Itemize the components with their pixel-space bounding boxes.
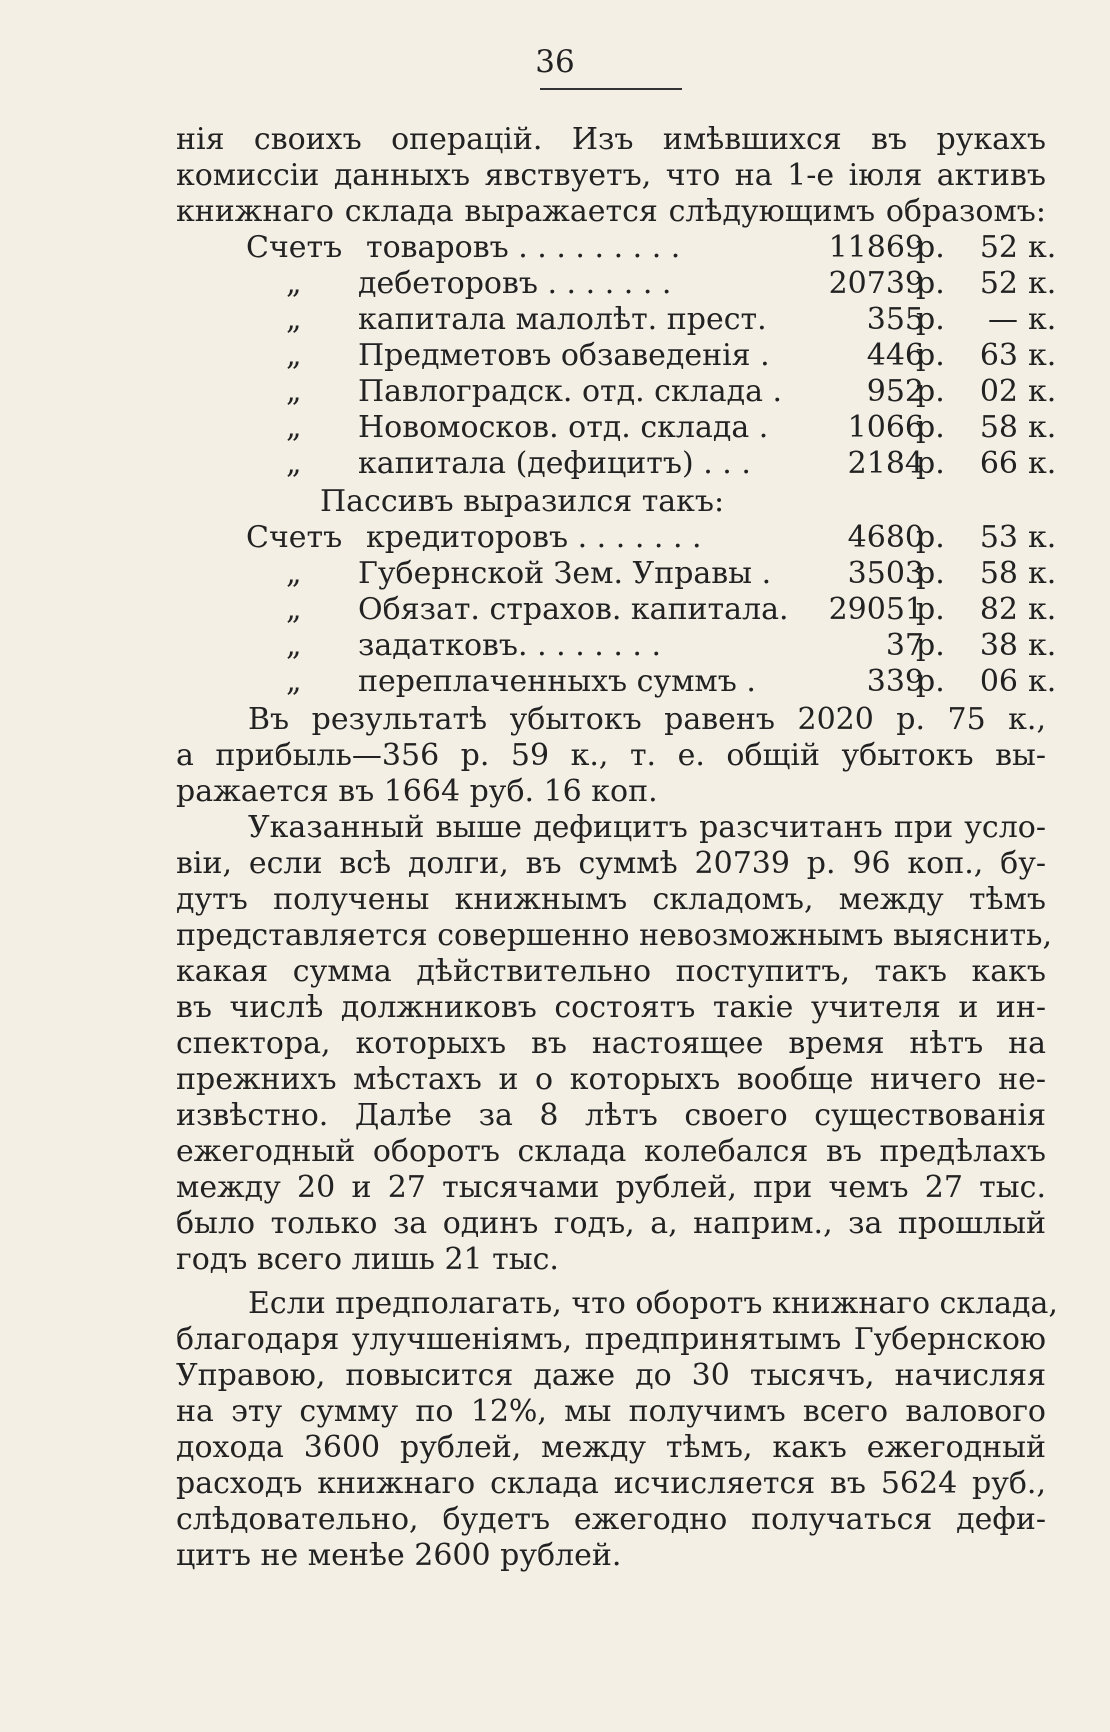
row-label: Предметовъ обзаведенія . — [358, 338, 770, 373]
text-line: слѣдовательно, будетъ ежегодно получаться дефи- — [176, 1502, 1046, 1537]
row-amount: 339 — [866, 664, 924, 699]
row-label: переплаченныхъ суммъ . — [358, 664, 756, 699]
row-kop: 38 — [979, 628, 1018, 663]
row-label: Новомосков. отд. склада . — [358, 410, 769, 445]
row-prefix: „ — [286, 374, 302, 409]
page-number: 36 — [535, 44, 575, 80]
row-kop-unit: к. — [1028, 230, 1057, 265]
deficit-paragraph — [176, 810, 1052, 1278]
text-line: извѣстно. Далѣе за 8 лѣтъ своего существованія — [176, 1098, 1046, 1133]
row-label: дебеторовъ . . . . . . . — [358, 266, 672, 301]
row-rub-unit: р. — [916, 410, 945, 445]
assets-row — [176, 446, 1056, 482]
text-line: Если предполагать, что оборотъ книжнаго склада, — [248, 1286, 1058, 1321]
row-prefix: „ — [286, 592, 302, 627]
result-paragraph — [176, 702, 1046, 810]
row-amount: 446 — [866, 338, 924, 373]
row-rub-unit: р. — [916, 446, 945, 481]
row-kop: — — [988, 302, 1018, 337]
text-line: ежегодный оборотъ склада колебался въ предѣлахъ — [176, 1134, 1046, 1169]
text-line: годъ всего лишь 21 тыс. — [176, 1242, 559, 1277]
row-label: Обязат. страхов. капитала. — [358, 592, 789, 627]
row-rub-unit: р. — [916, 664, 945, 699]
text-line: въ числѣ должниковъ состоятъ такіе учителя и ин- — [176, 990, 1046, 1025]
assets-row — [176, 338, 1056, 374]
text-line: спектора, которыхъ въ настоящее время нѣтъ на — [176, 1026, 1046, 1061]
row-kop: 02 — [979, 374, 1018, 409]
row-rub-unit: р. — [916, 338, 945, 373]
text-line: на эту сумму по 12%, мы получимъ всего валового — [176, 1394, 1046, 1429]
row-amount: 29051 — [828, 592, 924, 627]
liabilities-row — [176, 556, 1056, 592]
text-line: нія своихъ операцій. Изъ имѣвшихся въ рукахъ — [176, 122, 1046, 157]
row-kop-unit: к. — [1028, 374, 1057, 409]
row-kop-unit: к. — [1028, 664, 1057, 699]
row-label: Павлоградск. отд. склада . — [358, 374, 783, 409]
row-kop-unit: к. — [1028, 592, 1057, 627]
row-label: задатковъ. . . . . . . . — [358, 628, 662, 663]
text-line: цитъ не менѣе 2600 рублей. — [176, 1538, 622, 1573]
row-label: кредиторовъ . . . . . . . — [366, 520, 702, 555]
row-prefix: „ — [286, 302, 302, 337]
assets-row — [176, 266, 1056, 302]
text-line: ражается въ 1664 руб. 16 коп. — [176, 774, 658, 809]
row-rub-unit: р. — [916, 374, 945, 409]
row-rub-unit: р. — [916, 592, 945, 627]
row-prefix: „ — [286, 338, 302, 373]
text-line: было только за одинъ годъ, а, наприм., за прошлый — [176, 1206, 1046, 1241]
row-prefix: „ — [286, 628, 302, 663]
row-prefix: „ — [286, 266, 302, 301]
liabilities-row — [176, 664, 1056, 700]
text-line: Въ результатѣ убытокъ равенъ 2020 р. 75 к., — [248, 702, 1046, 737]
row-kop: 63 — [979, 338, 1018, 373]
assets-row — [176, 410, 1056, 446]
row-amount: 952 — [866, 374, 924, 409]
row-rub-unit: р. — [916, 266, 945, 301]
row-rub-unit: р. — [916, 520, 945, 555]
row-prefix: Счетъ — [246, 520, 343, 555]
text-line: Указанный выше дефицитъ разсчитанъ при усло- — [248, 810, 1046, 845]
row-kop: 52 — [979, 230, 1018, 265]
row-amount: 2184 — [847, 446, 924, 481]
row-kop-unit: к. — [1028, 302, 1057, 337]
row-kop: 06 — [979, 664, 1018, 699]
row-label: капитала малолѣт. прест. — [358, 302, 767, 337]
turnover-paragraph — [176, 1286, 1058, 1574]
row-label: капитала (дефицитъ) . . . — [358, 446, 751, 481]
text-line: а прибыль—356 р. 59 к., т. е. общій убытокъ вы- — [176, 738, 1046, 773]
row-prefix: „ — [286, 664, 302, 699]
intro-paragraph — [176, 122, 1046, 230]
row-prefix: Счетъ — [246, 230, 343, 265]
text-line: расходъ книжнаго склада исчисляется въ 5624 руб., — [176, 1466, 1046, 1501]
liabilities-row — [176, 592, 1056, 628]
text-line: какая сумма дѣйствительно поступитъ, такъ какъ — [176, 954, 1046, 989]
text-line: дохода 3600 рублей, между тѣмъ, какъ ежегодный — [176, 1430, 1046, 1465]
text-line: благодаря улучшеніямъ, предпринятымъ Губернскою — [176, 1322, 1046, 1357]
row-label: товаровъ . . . . . . . . . — [366, 230, 681, 265]
row-label: Губернской Зем. Управы . — [358, 556, 772, 591]
text-line: книжнаго склада выражается слѣдующимъ образомъ: — [176, 194, 1046, 229]
liabilities-row — [176, 520, 1056, 556]
row-kop-unit: к. — [1028, 338, 1057, 373]
row-kop: 52 — [979, 266, 1018, 301]
row-kop-unit: к. — [1028, 410, 1057, 445]
row-rub-unit: р. — [916, 556, 945, 591]
assets-row — [176, 374, 1056, 410]
row-amount: 3503 — [847, 556, 924, 591]
assets-row — [176, 302, 1056, 338]
row-amount: 37 — [885, 628, 924, 663]
row-amount: 1066 — [847, 410, 924, 445]
row-kop-unit: к. — [1028, 520, 1057, 555]
text-line: Управою, повысится даже до 30 тысячъ, начисляя — [176, 1358, 1046, 1393]
text-line: прежнихъ мѣстахъ и о которыхъ вообще ничего не- — [176, 1062, 1046, 1097]
row-rub-unit: р. — [916, 302, 945, 337]
row-kop-unit: к. — [1028, 266, 1057, 301]
row-kop: 66 — [979, 446, 1018, 481]
text-line: комиссіи данныхъ явствуетъ, что на 1-е іюля активъ — [176, 158, 1046, 193]
assets-row — [176, 230, 1056, 266]
row-kop-unit: к. — [1028, 446, 1057, 481]
row-kop: 58 — [979, 556, 1018, 591]
row-kop: 53 — [979, 520, 1018, 555]
page-number-rule — [540, 88, 682, 90]
row-amount: 355 — [866, 302, 924, 337]
row-kop-unit: к. — [1028, 556, 1057, 591]
row-kop-unit: к. — [1028, 628, 1057, 663]
liabilities-heading: Пассивъ выразился такъ: — [320, 484, 725, 519]
row-kop: 58 — [979, 410, 1018, 445]
row-kop: 82 — [979, 592, 1018, 627]
text-line: представляется совершенно невозможнымъ выяснить, — [176, 918, 1052, 953]
row-prefix: „ — [286, 410, 302, 445]
row-rub-unit: р. — [916, 628, 945, 663]
liabilities-row — [176, 628, 1056, 664]
row-amount: 20739 — [828, 266, 924, 301]
row-amount: 4680 — [847, 520, 924, 555]
text-line: между 20 и 27 тысячами рублей, при чемъ 27 тыс. — [176, 1170, 1046, 1205]
text-line: віи, если всѣ долги, въ суммѣ 20739 р. 96 коп., бу- — [176, 846, 1046, 881]
text-line: дутъ получены книжнымъ складомъ, между тѣмъ — [176, 882, 1046, 917]
row-rub-unit: р. — [916, 230, 945, 265]
row-prefix: „ — [286, 446, 302, 481]
row-prefix: „ — [286, 556, 302, 591]
row-amount: 11869 — [828, 230, 924, 265]
